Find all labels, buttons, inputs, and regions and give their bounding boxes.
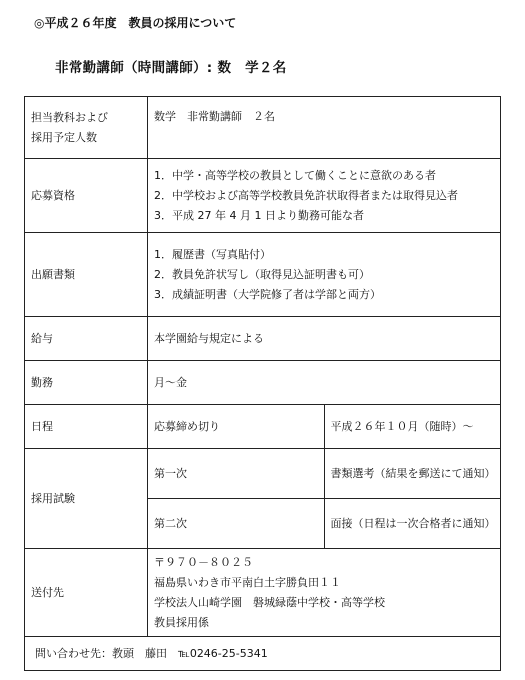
salary-label: 給与 [25,317,148,361]
send-to-line: 福島県いわき市平南白土字勝負田１１ [154,575,341,589]
send-to-address [148,549,501,637]
send-to-line: 〒９７０－８０２５ [154,555,253,569]
qualification-items [148,159,501,233]
table-row-schedule [25,405,501,449]
document-header: ◎平成２６年度 教員の採用について [34,16,237,30]
inquiry-contact: 問い合わせ先：教頭 藤田 ℡0246-25-5341 [25,637,501,671]
documents-item: 3．成績証明書（大学院修了者は学部と両方） [154,287,381,301]
schedule-label: 日程 [25,405,148,449]
exam-round-content: 書類選考（結果を郵送にて通知） [324,449,501,499]
table-row-documents [25,233,501,317]
exam-round-content: 面接（日程は一次合格者に通知） [324,499,501,549]
qualification-item: 2．中学校および高等学校教員免許状取得者または取得見込者 [154,188,458,202]
recruitment-table [24,96,501,671]
table-row-subject [25,97,501,159]
qualification-item: 1．中学・高等学校の教員として働くことに意欲のある者 [154,168,436,182]
subject-label-line-1: 担当教科および [31,110,108,124]
work-label: 勤務 [25,361,148,405]
table-row-inquiry [25,637,501,671]
documents-items [148,233,501,317]
exam-label: 採用試験 [25,449,148,549]
send-to-line: 教員採用係 [154,615,209,629]
documents-label: 出願書類 [25,233,148,317]
exam-round-label: 第二次 [148,499,325,549]
subject-label-line-2: 採用予定人数 [31,130,97,144]
work-value: 月～金 [148,361,501,405]
table-row-send-to [25,549,501,637]
table-row-exam-first [25,449,501,499]
table-row-qualification [25,159,501,233]
table-row-salary [25,317,501,361]
subject-label [25,97,148,159]
page-title: 非常勤講師（時間講師）: 数 学２名 [55,60,287,76]
send-to-label: 送付先 [25,549,148,637]
exam-round-label: 第一次 [148,449,325,499]
documents-item: 2．教員免許状写し（取得見込証明書も可） [154,267,370,281]
schedule-deadline-label: 応募締め切り [148,405,325,449]
salary-value: 本学園給与規定による [148,317,501,361]
table-row-work [25,361,501,405]
qualification-item: 3．平成 27 年 4 月 1 日より勤務可能な者 [154,208,364,222]
qualification-label: 応募資格 [25,159,148,233]
send-to-line: 学校法人山崎学園 磐城緑蔭中学校・高等学校 [154,595,385,609]
documents-item: 1．履歴書（写真貼付） [154,247,271,261]
schedule-deadline-value: 平成２６年１０月（随時）～ [324,405,501,449]
subject-value: 数学 非常勤講師 ２名 [148,97,501,159]
